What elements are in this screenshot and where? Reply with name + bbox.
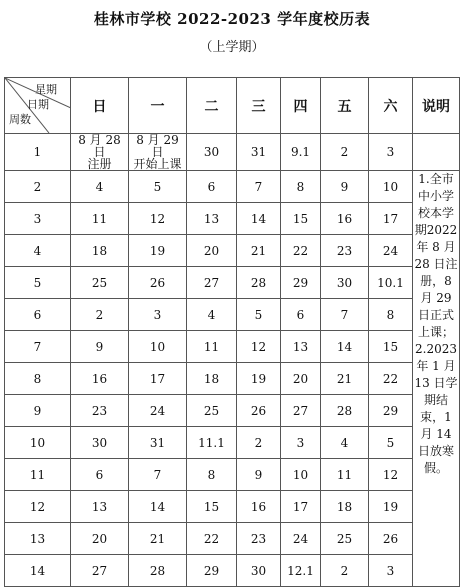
date-cell: 28	[237, 267, 281, 299]
week-row	[5, 299, 460, 331]
date-cell: 8 月 29 日 开始上课	[129, 134, 187, 171]
date-cell: 4	[71, 171, 129, 203]
date-cell: 25	[187, 395, 237, 427]
date-cell: 2	[237, 427, 281, 459]
date-cell: 28	[129, 555, 187, 587]
date-cell: 3	[369, 555, 413, 587]
corner-label-weekday: 星期	[35, 83, 57, 96]
date-cell: 30	[237, 555, 281, 587]
date-cell: 14	[129, 491, 187, 523]
date-cell: 7	[129, 459, 187, 491]
week-row	[5, 363, 460, 395]
date-cell: 15	[187, 491, 237, 523]
week-number-cell: 2	[5, 171, 71, 203]
date-cell: 24	[369, 235, 413, 267]
date-cell: 19	[129, 235, 187, 267]
date-cell: 21	[237, 235, 281, 267]
week-row	[5, 331, 460, 363]
date-cell: 3	[129, 299, 187, 331]
corner-label-date: 日期	[27, 98, 49, 111]
date-cell: 2	[321, 555, 369, 587]
week-number-cell: 6	[5, 299, 71, 331]
page-title: 桂林市学校 2022-2023 学年度校历表	[93, 10, 371, 28]
date-cell: 5	[129, 171, 187, 203]
date-cell: 29	[187, 555, 237, 587]
date-cell: 15	[281, 203, 321, 235]
date-cell: 25	[321, 523, 369, 555]
date-cell: 26	[369, 523, 413, 555]
date-cell: 14	[237, 203, 281, 235]
date-cell: 2	[321, 134, 369, 171]
date-cell: 30	[321, 267, 369, 299]
date-cell: 15	[369, 331, 413, 363]
date-cell: 27	[281, 395, 321, 427]
week-number-cell: 5	[5, 267, 71, 299]
week-number-cell: 8	[5, 363, 71, 395]
notes-cell: 1.全市中小学校本学期2022 年 8 月 28 日注册，8 月 29 日正式上课；2.2023 年 1 月 13 日学期结束，1 月 14 日放寒假。	[413, 171, 460, 587]
date-cell: 20	[187, 235, 237, 267]
date-cell: 3	[369, 134, 413, 171]
day-header-sun: 日	[71, 78, 129, 134]
week-number-cell: 9	[5, 395, 71, 427]
date-cell: 18	[71, 235, 129, 267]
date-cell: 16	[237, 491, 281, 523]
week-row	[5, 555, 460, 587]
date-cell: 27	[71, 555, 129, 587]
date-cell: 12.1	[281, 555, 321, 587]
date-cell: 6	[281, 299, 321, 331]
notes-header: 说明	[413, 78, 460, 134]
date-cell: 12	[369, 459, 413, 491]
date-cell: 5	[369, 427, 413, 459]
week-row	[5, 235, 460, 267]
date-cell: 29	[369, 395, 413, 427]
day-header-mon: 一	[129, 78, 187, 134]
week-number-cell: 10	[5, 427, 71, 459]
date-cell: 17	[281, 491, 321, 523]
calendar-table	[4, 77, 460, 587]
date-cell: 9	[237, 459, 281, 491]
date-cell: 13	[187, 203, 237, 235]
date-cell: 16	[321, 203, 369, 235]
date-cell: 17	[369, 203, 413, 235]
corner-label-week: 周数	[9, 113, 31, 126]
day-header-thu: 四	[281, 78, 321, 134]
date-cell: 3	[281, 427, 321, 459]
week-number-cell: 11	[5, 459, 71, 491]
date-cell: 11	[71, 203, 129, 235]
date-cell: 12	[129, 203, 187, 235]
week-number-cell: 3	[5, 203, 71, 235]
date-cell: 21	[129, 523, 187, 555]
date-cell: 10.1	[369, 267, 413, 299]
week-number-cell: 4	[5, 235, 71, 267]
date-cell: 10	[281, 459, 321, 491]
date-cell: 23	[321, 235, 369, 267]
week-row	[5, 427, 460, 459]
date-cell: 19	[369, 491, 413, 523]
date-cell: 4	[187, 299, 237, 331]
day-header-wed: 三	[237, 78, 281, 134]
date-cell: 4	[321, 427, 369, 459]
date-cell: 31	[129, 427, 187, 459]
date-cell: 27	[187, 267, 237, 299]
date-cell: 31	[237, 134, 281, 171]
header-row	[5, 78, 460, 134]
date-cell: 8	[369, 299, 413, 331]
calendar-body	[5, 134, 460, 587]
page-subtitle: （上学期）	[199, 40, 265, 55]
date-cell: 30	[187, 134, 237, 171]
week-number-cell: 13	[5, 523, 71, 555]
week-row	[5, 491, 460, 523]
date-cell: 24	[129, 395, 187, 427]
week-row	[5, 267, 460, 299]
date-cell: 24	[281, 523, 321, 555]
date-cell: 11	[321, 459, 369, 491]
date-cell: 30	[71, 427, 129, 459]
date-cell: 26	[129, 267, 187, 299]
date-cell: 11	[187, 331, 237, 363]
week-row	[5, 171, 460, 203]
date-cell: 22	[281, 235, 321, 267]
date-cell: 8	[281, 171, 321, 203]
date-cell: 14	[321, 331, 369, 363]
date-cell: 19	[237, 363, 281, 395]
date-cell: 29	[281, 267, 321, 299]
date-cell: 20	[71, 523, 129, 555]
date-cell: 21	[321, 363, 369, 395]
week-number-cell: 7	[5, 331, 71, 363]
date-cell: 17	[129, 363, 187, 395]
week-row	[5, 395, 460, 427]
date-cell: 8 月 28 日 注册	[71, 134, 129, 171]
date-cell: 7	[321, 299, 369, 331]
date-cell: 18	[321, 491, 369, 523]
date-cell: 25	[71, 267, 129, 299]
day-header-sat: 六	[369, 78, 413, 134]
date-cell: 11.1	[187, 427, 237, 459]
date-cell: 13	[71, 491, 129, 523]
date-cell: 23	[237, 523, 281, 555]
week-row	[5, 134, 460, 171]
date-cell: 8	[187, 459, 237, 491]
date-cell: 6	[71, 459, 129, 491]
date-cell: 9	[321, 171, 369, 203]
date-cell: 12	[237, 331, 281, 363]
day-header-fri: 五	[321, 78, 369, 134]
date-cell: 20	[281, 363, 321, 395]
week-row	[5, 523, 460, 555]
corner-header-cell	[5, 78, 71, 134]
date-cell: 10	[129, 331, 187, 363]
date-cell: 18	[187, 363, 237, 395]
date-cell: 16	[71, 363, 129, 395]
week-row	[5, 459, 460, 491]
date-cell: 2	[71, 299, 129, 331]
week-number-cell: 1	[5, 134, 71, 171]
day-header-tue: 二	[187, 78, 237, 134]
date-cell: 22	[187, 523, 237, 555]
date-cell: 26	[237, 395, 281, 427]
date-cell: 10	[369, 171, 413, 203]
date-cell: 9.1	[281, 134, 321, 171]
date-cell: 5	[237, 299, 281, 331]
date-cell: 22	[369, 363, 413, 395]
date-cell: 9	[71, 331, 129, 363]
date-cell: 23	[71, 395, 129, 427]
date-cell: 13	[281, 331, 321, 363]
date-cell: 6	[187, 171, 237, 203]
date-cell: 7	[237, 171, 281, 203]
date-cell: 28	[321, 395, 369, 427]
week-number-cell: 14	[5, 555, 71, 587]
notes-blank-cell	[413, 134, 460, 171]
week-number-cell: 12	[5, 491, 71, 523]
week-row	[5, 203, 460, 235]
